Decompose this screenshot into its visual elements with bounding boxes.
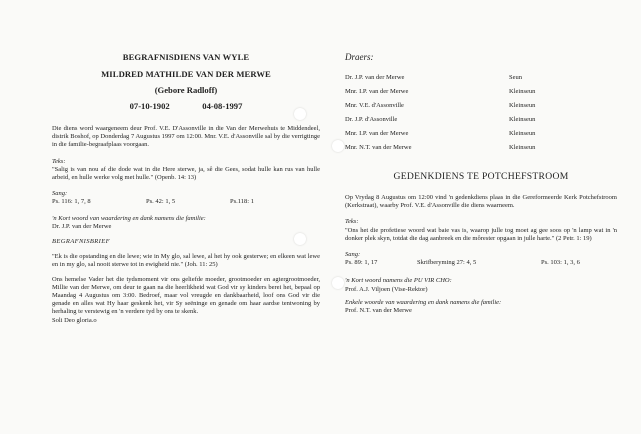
thanks-person: Dr. J.P. van der Merwe bbox=[52, 222, 112, 230]
bearers-and-memorial-column bbox=[345, 52, 617, 315]
bearer-name: Mnr. N.T. van der Merwe bbox=[345, 143, 412, 151]
bearer-name: Mnr. I.P. van der Merwe bbox=[345, 129, 409, 137]
bearer-row bbox=[345, 140, 617, 154]
song-item: Skrifberyming 27: 4, 5 bbox=[417, 259, 477, 267]
song-label: Sang: bbox=[52, 190, 68, 198]
bearer-relation: Kleinseun bbox=[509, 101, 536, 109]
bearers-list bbox=[345, 70, 617, 154]
bearer-relation: Kleinseun bbox=[509, 143, 536, 151]
bearer-relation: Seun bbox=[509, 73, 522, 81]
thanks-label: 'n Kort woord van waardering en dank namens die familie: bbox=[52, 214, 206, 222]
service-title: BEGRAFNISDIENS VAN WYLE bbox=[122, 52, 250, 62]
service-intro: Die diens word waargeneem deur Prof. V.E. D'Assonville in die Van der Merwehuis te Middendeel, distrik Boshof, op Donderdag 7 Augustus 1997 om 12:00. Mnr. V.E. d'Assonville sal by die verrigtinge in die familie-begraafplaas voorgaan. bbox=[52, 125, 320, 149]
bearer-relation: Kleinseun bbox=[509, 87, 536, 95]
bearer-name: Mnr. I.P. van der Merwe bbox=[345, 87, 409, 95]
punch-hole bbox=[332, 277, 344, 289]
letter-quote: "Ek is die opstanding en die lewe; wie in My glo, sal lewe, al het hy ook gesterwe; en elkeen wat lewe en in my glo, sal nooit sterwe tot in ewigheid nie." (Joh. 11: 25) bbox=[52, 253, 320, 269]
letter-closing: Soli Deo gloria.o bbox=[52, 316, 97, 324]
funeral-service-column bbox=[52, 52, 320, 325]
song-item: Ps. 89: 1, 17 bbox=[345, 259, 378, 267]
bearer-relation: Kleinseun bbox=[509, 115, 536, 123]
text-label: Teks: bbox=[52, 157, 66, 165]
bearer-row bbox=[345, 84, 617, 98]
bearer-row bbox=[345, 98, 617, 112]
deceased-name: MILDRED MATHILDE VAN DER MERWE bbox=[101, 69, 271, 79]
song-list bbox=[52, 198, 320, 206]
song-item: Ps.118: 1 bbox=[230, 198, 254, 206]
song-item: Ps. 116: 1, 7, 8 bbox=[52, 198, 91, 206]
bearer-row bbox=[345, 112, 617, 126]
bearer-relation: Kleinseun bbox=[509, 129, 536, 137]
punch-hole bbox=[332, 140, 344, 152]
bearers-title: Draers: bbox=[345, 52, 374, 62]
scripture-text: "Ons het die profetiese woord wat baie vas is, waarop julle tog moet ag gee soos op 'n lamp wat in 'n donker plek skyn, totdat die dag aanbreek en die môrester opgaan in julle harte." (2 Petr. 1: 19) bbox=[345, 226, 617, 242]
thanks-label: Enkele woorde van waardering en dank namens die familie: bbox=[345, 298, 502, 306]
song-item: Ps. 42: 1, 5 bbox=[146, 198, 176, 206]
letter-body: Ons hemelse Vader het die tydsmoment vir ons geliefde moeder, grootmoeder en agtergrootmoeder, Millie van der Merwe, om deur te gaan na die heerlikheid wat God vir sy kinders berei het, bepaal op Maandag 4 Augustus om 3:00. Bedroef, maar vol vreugde en dankbaarheid, loof ons God vir die genade en alles wat Hy haar geskenk het, vir Sy seëninge en genade om haar aardse tentwoning by herhaling te verstewig en 'n verdere tyd by ons te skenk. bbox=[52, 275, 320, 316]
thanks-person: Prof. N.T. van der Merwe bbox=[345, 307, 412, 315]
bearer-row bbox=[345, 126, 617, 140]
memorial-service-title: GEDENKDIENS TE POTCHEFSTROOM bbox=[393, 171, 569, 182]
bearer-name: Dr. J.P. van der Merwe bbox=[345, 73, 405, 81]
funeral-letter-heading: BEGRAFNISBRIEF bbox=[52, 238, 110, 246]
memorial-intro: Op Vrydag 8 Augustus om 12:00 vind 'n gedenkdiens plaas in die Gereformeerde Kerk Potchefstroom (Kerkstraat), waarby Prof. V.E. d'Assonville die diens waarneem. bbox=[345, 194, 617, 210]
university-speaker: Prof. A.J. Viljoen (Vise-Rektor) bbox=[345, 285, 428, 293]
text-label: Teks: bbox=[345, 218, 359, 226]
maiden-name: (Gebore Radloff) bbox=[154, 85, 218, 95]
song-item: Ps. 103: 1, 3, 6 bbox=[541, 259, 580, 267]
song-list bbox=[345, 259, 617, 267]
university-label: 'n Kort woord namens die PU VIR CHO: bbox=[345, 277, 452, 285]
life-dates: 07-10-1902 04-08-1997 bbox=[129, 101, 243, 111]
scripture-text: "Salig is van nou af die dode wat in die Here sterwe, ja, sê die Gees, sodat hulle kan rus van hulle arbeid, en hulle werke volg met hulle." (Openb. 14: 13) bbox=[52, 165, 320, 182]
song-label: Sang: bbox=[345, 251, 361, 259]
bearer-name: Dr. J.P. d'Assonville bbox=[345, 115, 398, 123]
bearer-row bbox=[345, 70, 617, 84]
bearer-name: Mnr. V.E. d'Assonville bbox=[345, 101, 404, 109]
